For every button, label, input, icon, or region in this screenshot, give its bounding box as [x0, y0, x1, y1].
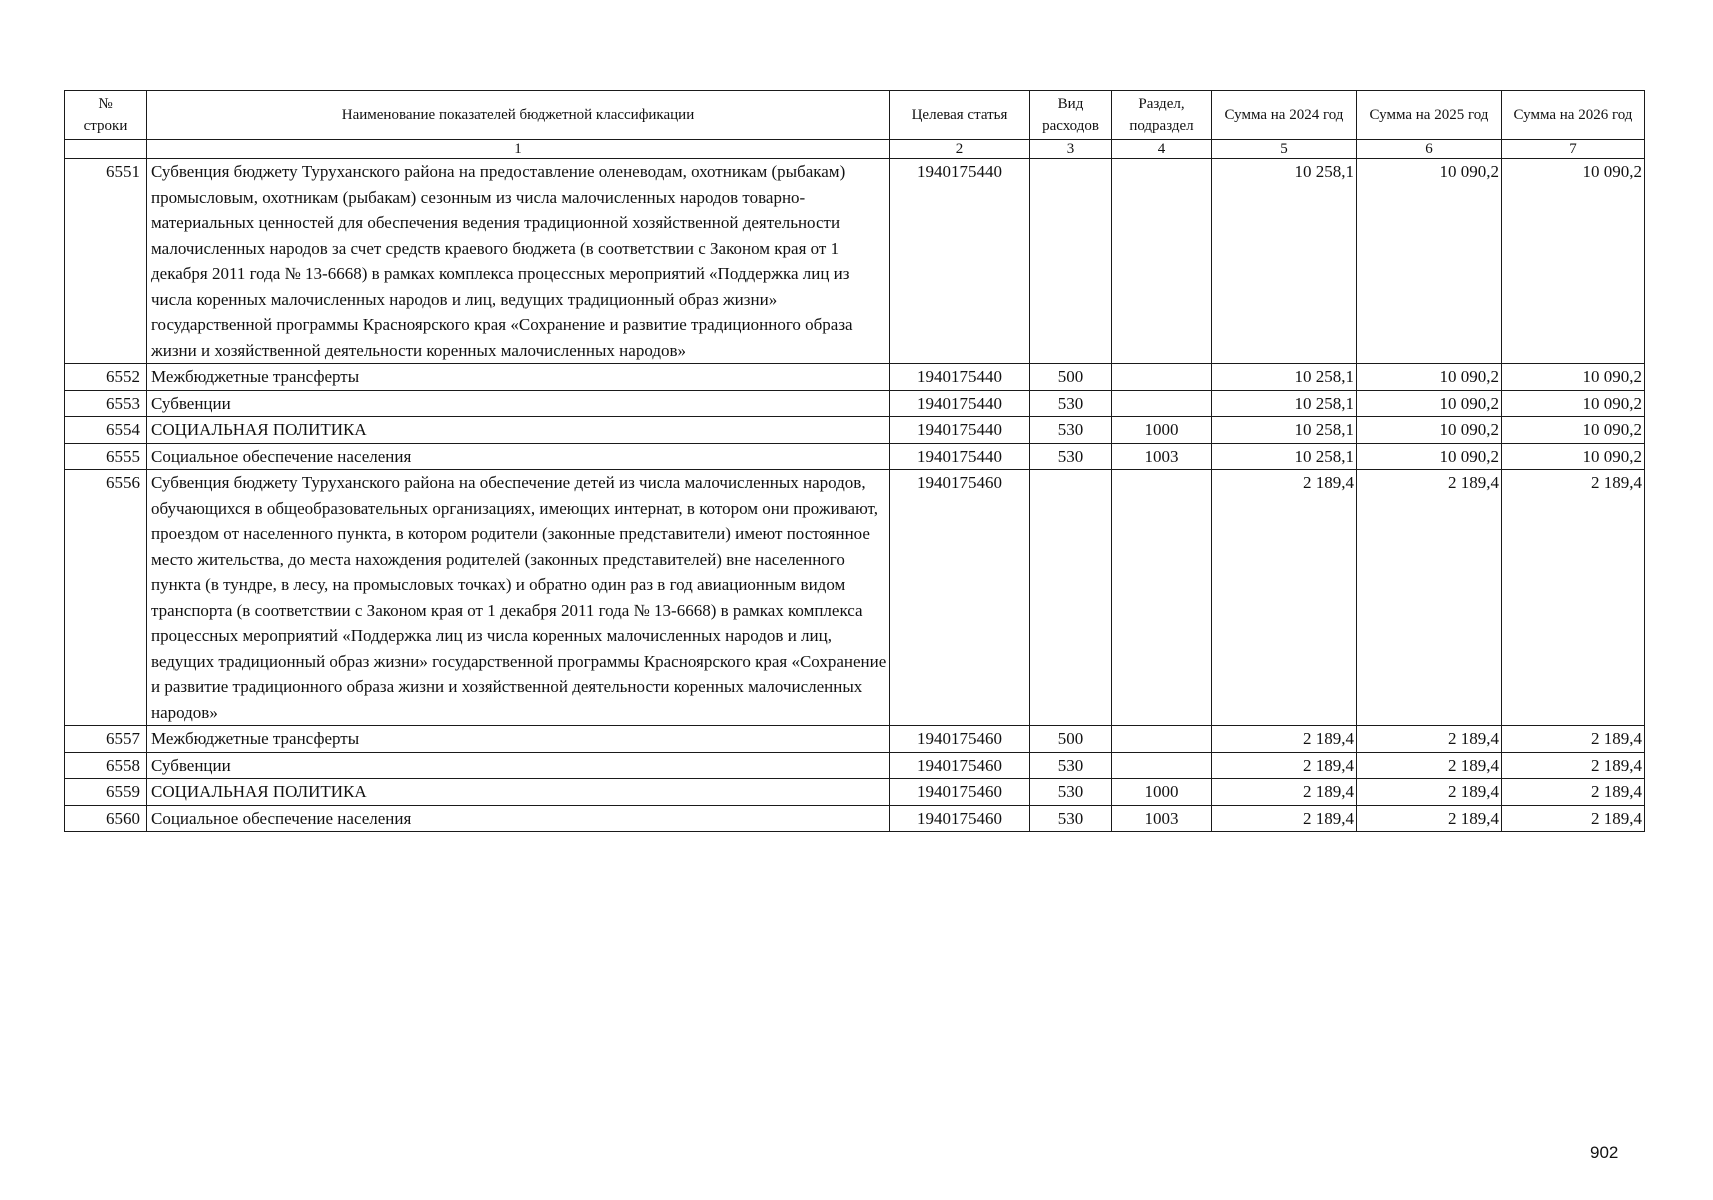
- header-kind: Вид расходов: [1030, 91, 1112, 140]
- row-target: 1940175440: [890, 390, 1030, 417]
- column-number: 5: [1212, 140, 1357, 159]
- row-target: 1940175460: [890, 726, 1030, 753]
- row-section: 1000: [1112, 779, 1212, 806]
- header-target: Целевая статья: [890, 91, 1030, 140]
- row-kind: 530: [1030, 417, 1112, 444]
- row-section: [1112, 390, 1212, 417]
- row-sum-2026: 10 090,2: [1502, 417, 1645, 444]
- row-sum-2025: 10 090,2: [1357, 364, 1502, 391]
- column-number: 4: [1112, 140, 1212, 159]
- row-target: 1940175440: [890, 417, 1030, 444]
- row-sum-2025: 2 189,4: [1357, 805, 1502, 832]
- row-number: 6560: [65, 805, 147, 832]
- row-section: 1000: [1112, 417, 1212, 444]
- table-row: [65, 470, 1645, 726]
- row-number: 6556: [65, 470, 147, 726]
- row-sum-2024: 2 189,4: [1212, 726, 1357, 753]
- row-section: [1112, 470, 1212, 726]
- table-row: [65, 443, 1645, 470]
- header-sum-2026: Сумма на 2026 год: [1502, 91, 1645, 140]
- row-sum-2025: 2 189,4: [1357, 726, 1502, 753]
- row-sum-2024: 10 258,1: [1212, 159, 1357, 364]
- row-sum-2026: 2 189,4: [1502, 726, 1645, 753]
- header-row-number: № строки: [65, 91, 147, 140]
- budget-table: [64, 90, 1645, 832]
- row-name: СОЦИАЛЬНАЯ ПОЛИТИКА: [147, 779, 890, 806]
- row-section: [1112, 726, 1212, 753]
- row-number: 6553: [65, 390, 147, 417]
- row-sum-2026: 10 090,2: [1502, 364, 1645, 391]
- row-target: 1940175440: [890, 443, 1030, 470]
- row-target: 1940175440: [890, 364, 1030, 391]
- row-sum-2024: 2 189,4: [1212, 805, 1357, 832]
- row-sum-2026: 2 189,4: [1502, 470, 1645, 726]
- row-sum-2026: 2 189,4: [1502, 779, 1645, 806]
- row-sum-2026: 2 189,4: [1502, 752, 1645, 779]
- row-number: 6557: [65, 726, 147, 753]
- column-number: 6: [1357, 140, 1502, 159]
- row-kind: 530: [1030, 443, 1112, 470]
- row-section: [1112, 752, 1212, 779]
- header-name: Наименование показателей бюджетной классификации: [147, 91, 890, 140]
- row-section: [1112, 364, 1212, 391]
- row-kind: [1030, 470, 1112, 726]
- row-target: 1940175460: [890, 805, 1030, 832]
- table-row: [65, 159, 1645, 364]
- row-sum-2025: 10 090,2: [1357, 390, 1502, 417]
- row-target: 1940175460: [890, 752, 1030, 779]
- row-section: [1112, 159, 1212, 364]
- row-name: Субвенции: [147, 752, 890, 779]
- row-name: СОЦИАЛЬНАЯ ПОЛИТИКА: [147, 417, 890, 444]
- row-kind: 500: [1030, 364, 1112, 391]
- row-kind: [1030, 159, 1112, 364]
- column-number: [65, 140, 147, 159]
- row-number: 6552: [65, 364, 147, 391]
- table-row: [65, 726, 1645, 753]
- row-target: 1940175460: [890, 470, 1030, 726]
- row-target: 1940175460: [890, 779, 1030, 806]
- row-section: 1003: [1112, 805, 1212, 832]
- row-sum-2024: 2 189,4: [1212, 752, 1357, 779]
- row-name: Социальное обеспечение населения: [147, 443, 890, 470]
- row-kind: 530: [1030, 390, 1112, 417]
- row-sum-2025: 2 189,4: [1357, 752, 1502, 779]
- row-sum-2025: 10 090,2: [1357, 443, 1502, 470]
- row-sum-2025: 10 090,2: [1357, 417, 1502, 444]
- row-sum-2026: 10 090,2: [1502, 390, 1645, 417]
- header-row: [65, 91, 1645, 140]
- row-kind: 530: [1030, 779, 1112, 806]
- row-sum-2025: 2 189,4: [1357, 779, 1502, 806]
- table-row: [65, 390, 1645, 417]
- table-row: [65, 805, 1645, 832]
- budget-page: [64, 90, 1644, 832]
- header-section: Раздел, подраздел: [1112, 91, 1212, 140]
- column-number: 3: [1030, 140, 1112, 159]
- row-sum-2024: 10 258,1: [1212, 364, 1357, 391]
- table-row: [65, 364, 1645, 391]
- header-sum-2024: Сумма на 2024 год: [1212, 91, 1357, 140]
- row-number: 6559: [65, 779, 147, 806]
- row-section: 1003: [1112, 443, 1212, 470]
- table-row: [65, 417, 1645, 444]
- row-sum-2024: 10 258,1: [1212, 390, 1357, 417]
- row-sum-2025: 10 090,2: [1357, 159, 1502, 364]
- table-row: [65, 779, 1645, 806]
- row-name: Межбюджетные трансферты: [147, 364, 890, 391]
- row-name: Субвенции: [147, 390, 890, 417]
- row-name: Межбюджетные трансферты: [147, 726, 890, 753]
- row-sum-2025: 2 189,4: [1357, 470, 1502, 726]
- row-sum-2024: 10 258,1: [1212, 443, 1357, 470]
- row-number: 6554: [65, 417, 147, 444]
- row-number: 6555: [65, 443, 147, 470]
- row-target: 1940175440: [890, 159, 1030, 364]
- column-numbers-row: [65, 140, 1645, 159]
- row-sum-2026: 2 189,4: [1502, 805, 1645, 832]
- row-sum-2024: 2 189,4: [1212, 470, 1357, 726]
- row-sum-2026: 10 090,2: [1502, 443, 1645, 470]
- row-kind: 500: [1030, 726, 1112, 753]
- page-number: 902: [1590, 1143, 1619, 1162]
- row-sum-2024: 2 189,4: [1212, 779, 1357, 806]
- row-name: Субвенция бюджету Туруханского района на обеспечение детей из числа малочисленных народов, обучающихся в общеобразовательных организациях, имеющих интернат, в котором они проживают, проездом от населенного пункта, в котором родители (законные представители) имеют постоянное место жительства, до места нахождения родителей (законных представителей) вне населенного пункта (в тундре, в лесу, на промысловых точках) и обратно один раз в год авиационным видом транспорта (в соответствии с Законом края от 1 декабря 2011 года № 13-6668) в рамках комплекса процессных мероприятий «Поддержка лиц из числа коренных малочисленных народов и лиц, ведущих традиционный образ жизни» государственной программы Красноярского края «Сохранение и развитие традиционного образа жизни и хозяйственной деятельности коренных малочисленных народов»: [147, 470, 890, 726]
- row-sum-2024: 10 258,1: [1212, 417, 1357, 444]
- column-number: 1: [147, 140, 890, 159]
- row-number: 6551: [65, 159, 147, 364]
- column-number: 7: [1502, 140, 1645, 159]
- row-number: 6558: [65, 752, 147, 779]
- row-name: Социальное обеспечение населения: [147, 805, 890, 832]
- column-number: 2: [890, 140, 1030, 159]
- row-name: Субвенция бюджету Туруханского района на предоставление оленеводам, охотникам (рыбакам) промысловым, охотникам (рыбакам) сезонным из числа малочисленных народов товарно-материальных ценностей для обеспечения ведения традиционной хозяйственной деятельности малочисленных народов за счет средств краевого бюджета (в соответствии с Законом края от 1 декабря 2011 года № 13-6668) в рамках комплекса процессных мероприятий «Поддержка лиц из числа коренных малочисленных народов и лиц, ведущих традиционный образ жизни» государственной программы Красноярского края «Сохранение и развитие традиционного образа жизни и хозяйственной деятельности коренных малочисленных народов»: [147, 159, 890, 364]
- row-kind: 530: [1030, 752, 1112, 779]
- row-kind: 530: [1030, 805, 1112, 832]
- row-sum-2026: 10 090,2: [1502, 159, 1645, 364]
- header-sum-2025: Сумма на 2025 год: [1357, 91, 1502, 140]
- table-row: [65, 752, 1645, 779]
